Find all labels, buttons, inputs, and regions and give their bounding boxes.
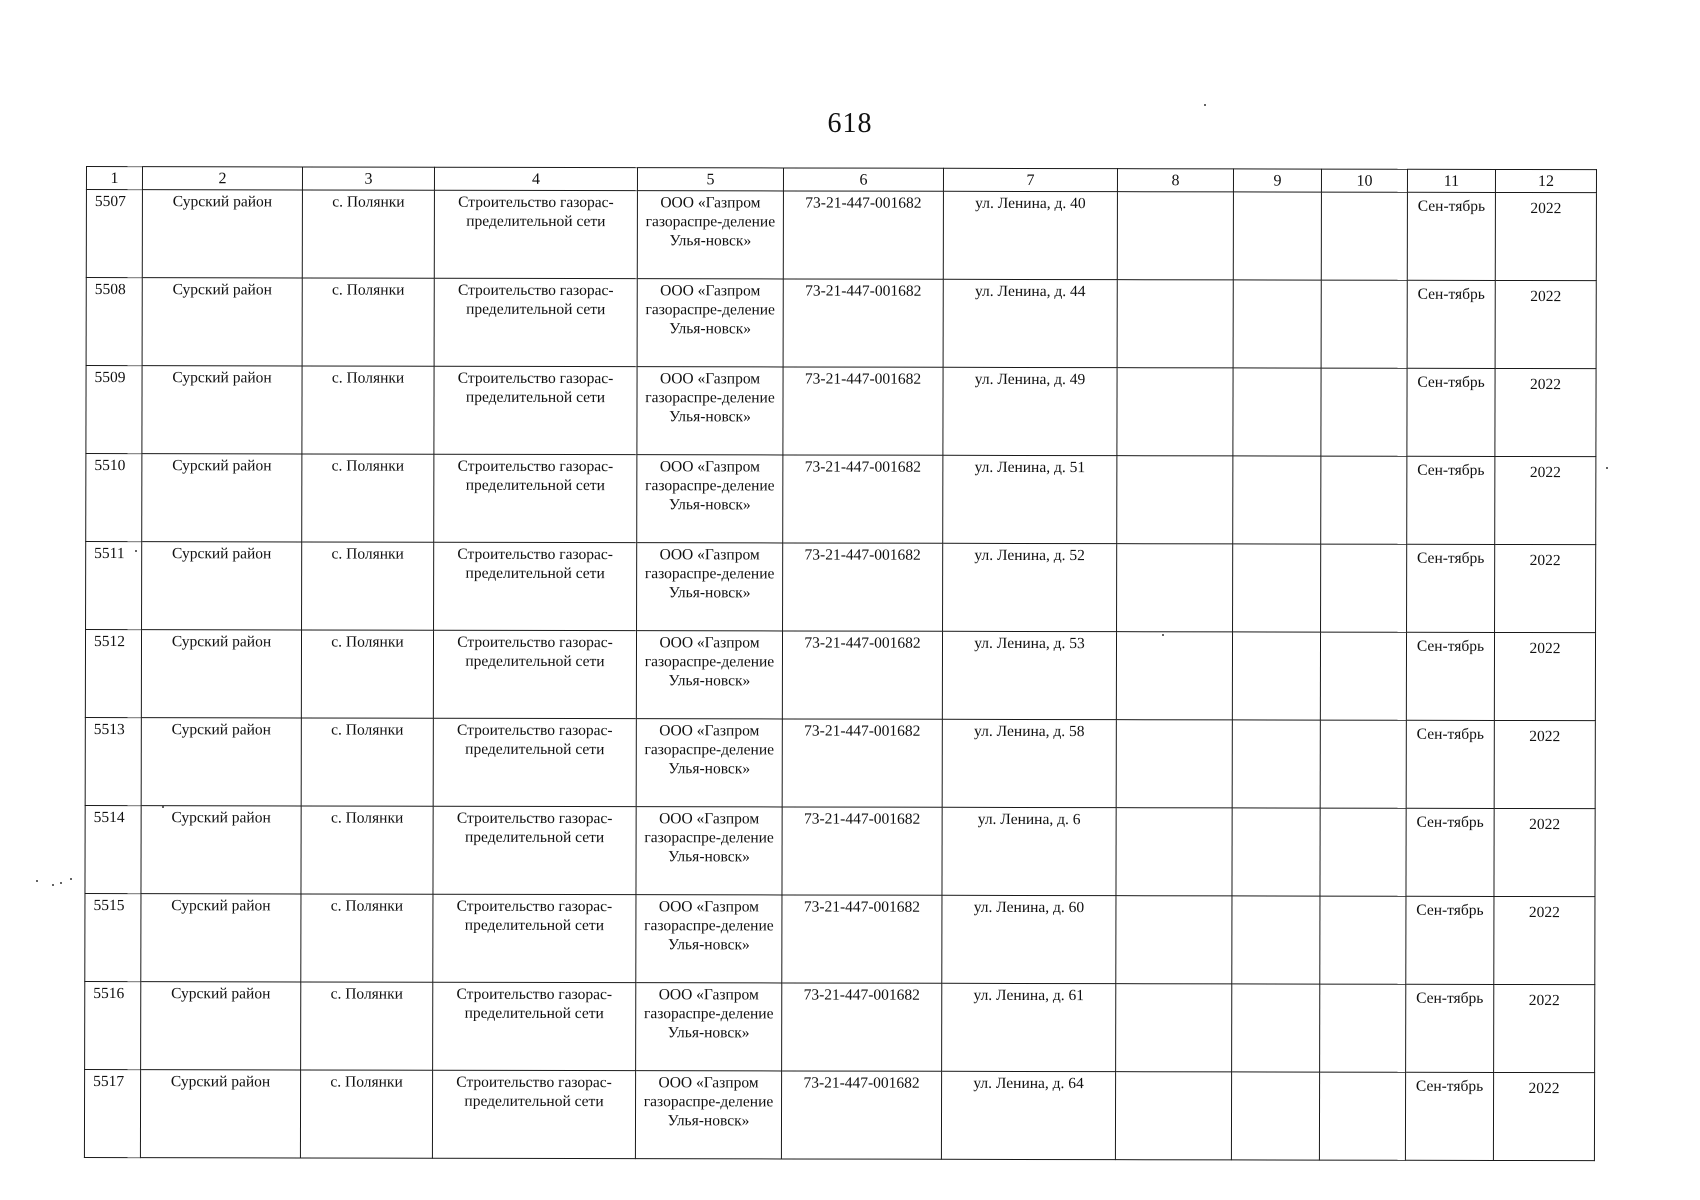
cell-col-9: [1232, 808, 1320, 896]
cell-district: Сурский район: [142, 190, 302, 278]
cell-code: 73-21-447-001682: [782, 895, 942, 983]
cell-col-8: [1116, 808, 1232, 896]
cell-month: Сен-тябрь: [1407, 280, 1495, 368]
cell-col-9: [1232, 984, 1320, 1072]
cell-month: Сен-тябрь: [1407, 456, 1495, 544]
scan-speck: [1162, 634, 1164, 636]
cell-col-8: [1116, 896, 1232, 984]
cell-year: 2022: [1494, 808, 1595, 896]
cell-code: 73-21-447-001682: [782, 983, 942, 1071]
cell-work-type: Строительство газорас-пределительной сети: [433, 982, 636, 1070]
table-row: [86, 366, 1596, 457]
cell-number: 5516: [85, 981, 141, 1069]
column-header-6: 6: [783, 168, 943, 191]
cell-number: 5517: [84, 1069, 140, 1157]
cell-district: Сурский район: [141, 982, 301, 1070]
cell-work-type: Строительство газорас-пределительной сети: [432, 1070, 635, 1158]
cell-settlement: с. Полянки: [302, 454, 434, 542]
cell-number: 5512: [85, 630, 141, 718]
cell-code: 73-21-447-001682: [783, 191, 943, 279]
cell-work-type: Строительство газорас-пределительной сети: [433, 718, 636, 806]
cell-address: ул. Ленина, д. 40: [943, 191, 1117, 279]
cell-month: Сен-тябрь: [1406, 808, 1494, 896]
cell-col-9: [1233, 544, 1321, 632]
cell-district: Сурский район: [142, 542, 302, 630]
cell-month: Сен-тябрь: [1406, 632, 1494, 720]
cell-organization: ООО «Газпром газораспре-деление Улья-новск»: [636, 807, 782, 895]
cell-district: Сурский район: [141, 806, 301, 894]
cell-work-type: Строительство газорас-пределительной сети: [434, 454, 637, 542]
cell-col-8: [1117, 456, 1233, 544]
cell-month: Сен-тябрь: [1406, 720, 1494, 808]
cell-code: 73-21-447-001682: [783, 455, 943, 543]
cell-year: 2022: [1494, 896, 1595, 984]
table-row: [85, 893, 1595, 984]
cell-organization: ООО «Газпром газораспре-деление Улья-новск»: [637, 191, 783, 279]
cell-number: 5507: [86, 190, 142, 278]
cell-col-10: [1320, 632, 1406, 720]
cell-code: 73-21-447-001682: [782, 631, 942, 719]
cell-col-9: [1233, 280, 1321, 368]
column-header-12: 12: [1495, 169, 1596, 192]
column-header-10: 10: [1321, 169, 1407, 192]
cell-address: ул. Ленина, д. 61: [942, 983, 1116, 1071]
table-row: [85, 981, 1595, 1072]
column-header-2: 2: [142, 167, 302, 190]
cell-address: ул. Ленина, д. 64: [941, 1071, 1115, 1159]
cell-code: 73-21-447-001682: [782, 807, 942, 895]
table-header: [86, 167, 1596, 193]
cell-col-10: [1320, 984, 1406, 1072]
cell-settlement: с. Полянки: [300, 1070, 432, 1158]
column-header-1: 1: [86, 167, 142, 190]
cell-work-type: Строительство газорас-пределительной сети: [433, 894, 636, 982]
cell-settlement: с. Полянки: [302, 542, 434, 630]
cell-col-10: [1319, 1072, 1405, 1160]
scan-speck: [70, 878, 72, 880]
column-header-5: 5: [637, 168, 783, 191]
table-row: [86, 454, 1596, 545]
cell-code: 73-21-447-001682: [781, 1071, 941, 1159]
column-header-3: 3: [302, 167, 434, 190]
column-header-9: 9: [1233, 169, 1321, 192]
table-row: [84, 1069, 1594, 1160]
cell-col-10: [1320, 808, 1406, 896]
cell-col-8: [1117, 544, 1233, 632]
cell-work-type: Строительство газорас-пределительной сети: [434, 542, 637, 630]
cell-district: Сурский район: [141, 894, 301, 982]
scan-speck: [135, 550, 137, 552]
scan-speck: [52, 884, 54, 886]
cell-col-9: [1231, 1072, 1319, 1160]
cell-address: ул. Ленина, д. 58: [942, 719, 1116, 807]
cell-work-type: Строительство газорас-пределительной сети: [434, 366, 637, 454]
cell-address: ул. Ленина, д. 44: [943, 279, 1117, 367]
table-row: [85, 717, 1595, 808]
cell-district: Сурский район: [141, 630, 301, 718]
cell-year: 2022: [1495, 456, 1596, 544]
table-row: [86, 278, 1596, 369]
cell-col-10: [1321, 544, 1407, 632]
cell-district: Сурский район: [142, 454, 302, 542]
cell-address: ул. Ленина, д. 52: [943, 543, 1117, 631]
cell-settlement: с. Полянки: [301, 806, 433, 894]
cell-col-9: [1233, 456, 1321, 544]
cell-col-8: [1115, 1072, 1231, 1160]
cell-year: 2022: [1494, 632, 1595, 720]
table-body: [84, 190, 1596, 1161]
cell-year: 2022: [1495, 280, 1596, 368]
cell-settlement: с. Полянки: [302, 190, 434, 278]
cell-settlement: с. Полянки: [301, 982, 433, 1070]
cell-col-9: [1232, 720, 1320, 808]
cell-address: ул. Ленина, д. 51: [943, 455, 1117, 543]
cell-col-10: [1320, 896, 1406, 984]
cell-settlement: с. Полянки: [301, 630, 433, 718]
cell-work-type: Строительство газорас-пределительной сети: [434, 278, 637, 366]
cell-col-8: [1117, 192, 1233, 280]
cell-organization: ООО «Газпром газораспре-деление Улья-новск»: [635, 1071, 781, 1159]
cell-month: Сен-тябрь: [1407, 544, 1495, 632]
cell-col-9: [1232, 632, 1320, 720]
cell-address: ул. Ленина, д. 53: [942, 631, 1116, 719]
column-header-11: 11: [1407, 169, 1495, 192]
column-header-8: 8: [1117, 169, 1233, 192]
cell-work-type: Строительство газорас-пределительной сети: [434, 190, 637, 278]
cell-organization: ООО «Газпром газораспре-деление Улья-новск»: [636, 983, 782, 1071]
cell-organization: ООО «Газпром газораспре-деление Улья-новск»: [636, 895, 782, 983]
page-number: 618: [827, 108, 873, 139]
scan-speck: [36, 880, 38, 882]
cell-district: Сурский район: [141, 718, 301, 806]
scan-speck: [1606, 467, 1608, 469]
cell-district: Сурский район: [140, 1070, 300, 1158]
table-row: [86, 190, 1596, 281]
cell-address: ул. Ленина, д. 60: [942, 895, 1116, 983]
cell-code: 73-21-447-001682: [783, 367, 943, 455]
cell-year: 2022: [1495, 192, 1596, 280]
cell-organization: ООО «Газпром газораспре-деление Улья-новск»: [637, 455, 783, 543]
cell-district: Сурский район: [142, 366, 302, 454]
cell-number: 5510: [86, 454, 142, 542]
cell-work-type: Строительство газорас-пределительной сети: [433, 806, 636, 894]
cell-organization: ООО «Газпром газораспре-деление Улья-новск»: [637, 543, 783, 631]
table-row: [85, 805, 1595, 896]
column-header-4: 4: [434, 167, 637, 190]
cell-year: 2022: [1495, 544, 1596, 632]
cell-address: ул. Ленина, д. 6: [942, 807, 1116, 895]
scan-speck: [162, 806, 164, 808]
scan-speck: [60, 882, 62, 884]
table-row: [86, 542, 1596, 633]
cell-col-9: [1232, 896, 1320, 984]
cell-district: Сурский район: [142, 278, 302, 366]
cell-col-8: [1116, 984, 1232, 1072]
cell-month: Сен-тябрь: [1406, 896, 1494, 984]
cell-organization: ООО «Газпром газораспре-деление Улья-новск»: [636, 719, 782, 807]
cell-settlement: с. Полянки: [301, 718, 433, 806]
cell-number: 5513: [85, 717, 141, 805]
cell-month: Сен-тябрь: [1405, 1072, 1493, 1160]
cell-year: 2022: [1493, 1072, 1594, 1160]
cell-col-8: [1117, 280, 1233, 368]
cell-number: 5511: [86, 542, 142, 630]
cell-organization: ООО «Газпром газораспре-деление Улья-новск»: [636, 631, 782, 719]
cell-col-8: [1117, 368, 1233, 456]
data-table: [84, 166, 1597, 1161]
cell-col-10: [1321, 192, 1407, 280]
cell-code: 73-21-447-001682: [783, 543, 943, 631]
cell-organization: ООО «Газпром газораспре-деление Улья-новск»: [637, 367, 783, 455]
cell-month: Сен-тябрь: [1407, 192, 1495, 280]
cell-code: 73-21-447-001682: [783, 279, 943, 367]
cell-month: Сен-тябрь: [1406, 984, 1494, 1072]
cell-col-9: [1233, 368, 1321, 456]
cell-col-8: [1116, 632, 1232, 720]
header-row: [86, 167, 1596, 193]
cell-col-8: [1116, 720, 1232, 808]
scan-speck: [1204, 104, 1206, 106]
table-row: [85, 630, 1595, 721]
cell-number: 5514: [85, 805, 141, 893]
cell-year: 2022: [1494, 984, 1595, 1072]
cell-col-9: [1233, 192, 1321, 280]
cell-col-10: [1321, 456, 1407, 544]
cell-col-10: [1320, 720, 1406, 808]
cell-organization: ООО «Газпром газораспре-деление Улья-новск»: [637, 279, 783, 367]
column-header-7: 7: [943, 168, 1117, 191]
cell-number: 5515: [85, 893, 141, 981]
cell-col-10: [1321, 368, 1407, 456]
cell-settlement: с. Полянки: [301, 894, 433, 982]
cell-code: 73-21-447-001682: [782, 719, 942, 807]
cell-address: ул. Ленина, д. 49: [943, 367, 1117, 455]
cell-year: 2022: [1495, 368, 1596, 456]
cell-work-type: Строительство газорас-пределительной сети: [433, 630, 636, 718]
cell-month: Сен-тябрь: [1407, 368, 1495, 456]
cell-settlement: с. Полянки: [302, 278, 434, 366]
cell-year: 2022: [1494, 720, 1595, 808]
cell-col-10: [1321, 280, 1407, 368]
cell-settlement: с. Полянки: [302, 366, 434, 454]
cell-number: 5509: [86, 366, 142, 454]
cell-number: 5508: [86, 278, 142, 366]
